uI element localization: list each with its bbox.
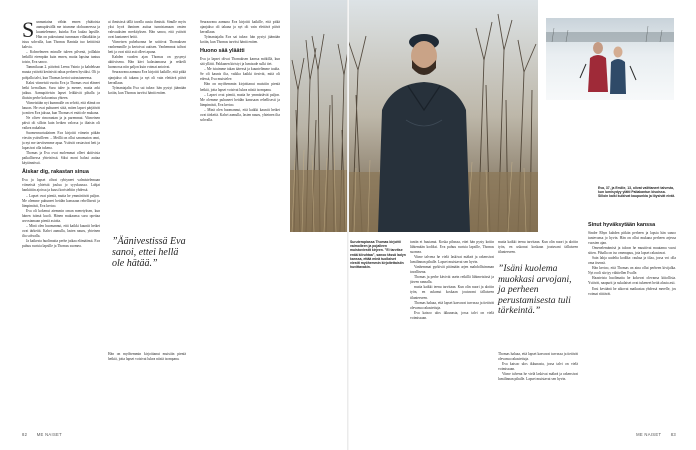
paragraph: Seuraavana aamuna Eva kirjoitti kaikille, että pitkä ajanjakso oli takana ja nyt oli vain elettävä päivä kerrallaan. xyxy=(200,20,280,35)
paragraph: tuntin ei huutanut. Koska pihassa, ettei hän pysty kotiin lähtemään kodiksi. Eva puhuu ruotsia lapsille, Thomas suomea. xyxy=(410,240,494,255)
paragraph: Eva katsoo ulos ikkunasta, jossa talvi on vielä voimissaan. xyxy=(498,362,578,372)
paragraph: Thomas ja perhe kävivät usein retkillä lähimetsässä ja järven rannalla. xyxy=(410,275,494,285)
paragraph: Ne oliver rimorantan ja ja paremmat. Viimeinen päivä oli silloin kuin hetken valossa ja iltaisin oli vaikea nukahtaa. xyxy=(22,115,100,130)
paragraph: – Minä olen huomannut, että kaikki kauniit hetket ovat tärkeitä. Kahvi aamulla, lasten nauru, yhteinen ilta sohvalla. xyxy=(22,223,100,238)
paragraph: Viimeistään nyt kummalle on selvää, että elämä on hauras. He ovat puhuneet siitä, miten lapset pärjäävät ja miten Eva jaksaa, kun Thomas ei enää ole mukana. xyxy=(22,100,100,115)
paragraph: Haasteista huolimatta he kokevat olevansa kiitollisia. Ystävät, naapurit ja sukulaiset ovat tukeneet heitä alusta asti. xyxy=(588,276,676,286)
paragraph: Kahden vuoden ajan Thomas on pysynyt aktiivisena. Hän kävi kalastamassa ja retkeili luonnossa niin paljon kuin voimat antoivat. xyxy=(108,55,186,70)
magazine-name: ME NAISET xyxy=(636,432,662,437)
paragraph: Viimeisen puheluonna he soittivat Thomaksen vanhemmille ja kertoivat uutisen. Vanhemmat tulivat heti ja ovat siitä asti olleet apuna. xyxy=(108,40,186,55)
paragraph: Hän kertoo, että Thomas on aina ollut perheen kivijalka. Nyt rooli siirtyy vähitellen Evalle. xyxy=(588,266,676,276)
paragraph: Viime talvena he vielä laskivat mäkeä ja rakensivat lumilinnan pihalle. Lapset muistavat sen hyvin. xyxy=(410,255,494,265)
paragraph: Omenelemämisä ja taloon he muuttivat muutama vuosi sitten. Pihalla on iso omenapuu, jota lapset rakastavat. xyxy=(588,246,676,256)
paragraph: – Kolmelmeen minulle tuleen pilvenä, joillakin hetkillä eteenpäin kuin ennen, mutta lapsina tuntuu toisin, Eva sanoo. xyxy=(22,50,100,65)
paragraph: Sain lahja uudelta kodilta: rauhaa ja tilaa, jossa voi olla oma itsensä. xyxy=(588,256,676,266)
page-number: 82 xyxy=(22,432,28,437)
paragraph: Thomas haluaa, että lapset kasvavat turvassa ja tietävät olevansa rakastettuja. xyxy=(498,352,578,362)
paragraph: unnuntaina vähän ennen yhtätoista aamupäivällä me istumme olohuoneessa ja kuuntelemme, kuinka Eva laulaa lapsille. Hän on pukeutunut tummaan villatakkiin ja istuu sohvalla, kun Thomas Rantala tuo keittiöstä kahvia. xyxy=(22,20,100,50)
paragraph: Suomenruotsalainen Eva kirjoitti viimein pitkän viestin ystävilleen: – Meillä on ollut sanomaton onni, ja nyt me tarvitsemme apua. Ystävät vastasivat heti ja lupasivat olla tukena. xyxy=(22,131,100,151)
paragraph: Työnantajalta Eva sai tukea: hän pystyi jäämään kotiin, kun Thomas tarvitsi häntä eniten. xyxy=(108,85,186,95)
page-number: 83 xyxy=(670,432,676,437)
paragraph: – Minä olen huomannut, että kaikki kauniit hetket ovat tärkeitä. Kahvi aamulla, lasten nauru, yhteinen ilta sohvalla. xyxy=(200,107,280,122)
pull-quote-right: ”Isäni kuolema muokkasi arvojani, ja perheen perustamisesta tuli tärkeintä.” xyxy=(498,263,572,317)
paragraph: Vanhemmat pyrkivät pitämään arjen mahdollisimman tavallisena. xyxy=(410,265,494,275)
paragraph: Ensi keväänä he aikovat matkustaa yhdessä merelle, jos voimat riittävät. xyxy=(588,286,676,296)
photo-caption: Suruterapiassa Thomas kirjoitti vaimolleen ja pojalleen muistoviestit kirjeen. ”Ei tarvitse enää kiiruhtaa”, sanoo tässä ladyn kanssa, ettää minä tuollaiset viestit myöhemmin kirjoitettaisiin huvittavakin. xyxy=(350,240,406,270)
folio-right xyxy=(636,432,676,437)
right-column-2-bottom xyxy=(498,352,578,428)
paragraph: Ja kaikesta huolimatta perhe jatkaa elämäänsä. Eva puhuu ruotsia lapsille ja Thomas suomea. xyxy=(22,238,100,248)
left-column-2-bottom xyxy=(108,352,186,428)
magazine-name: ME NAISET xyxy=(36,432,63,437)
paragraph: Kaksi viimeistä vuotta Eva ja Thomas ovat eläneet hetki kerrallaan. Suru tulee ja menee, mutta arki jatkuu. Aamupäivisin lapset leikkivät pihalla ja iltaisin perhe kokoontuu yhteen. xyxy=(22,80,100,100)
paragraph: Viime talvena he vielä laskivat mäkeä ja rakensivat lumilinnan pihalle. Lapset muistavat sen hyvin. xyxy=(498,372,578,382)
paragraph: mutta kaikki teenu tarvitaan. Kun olin nuori ja aloitin työn, en uskonut koskaan joutuvani tällaiseen tilanteeseen. xyxy=(410,285,494,300)
paragraph: Seuraavana aamuna Eva kirjoitti kaikille, että pitkä ajanjakso oli takana ja nyt oli vain elettävä päivä kerrallaan. xyxy=(108,70,186,85)
right-page xyxy=(348,0,696,450)
right-column-2-top xyxy=(498,240,578,262)
pull-quote: ”Äänivestissä Eva sanoi, ettei hellä ole hätää.” xyxy=(112,236,186,269)
main-photo-left-part xyxy=(290,0,348,232)
portrait-photo-icon xyxy=(348,0,538,232)
subheading: Sinut hyväksytään kanssa xyxy=(588,222,656,228)
folio-left xyxy=(22,432,62,437)
left-column-1 xyxy=(22,20,100,425)
paragraph: – Lapset ovat pieniä, mutta he ymmärtävät paljon. Me olemme puhuneet heidän kanssaan rehellisesti ja lämpimästi, Eva kertoo. xyxy=(22,193,100,208)
paragraph: Tammikuun 2. päivänä Leena Vainio ja kahdeksan muuta ystävää keräsivät rahaa perheen hyväksi. Oli jo pohjalla talvi, kun Thomas kertoi sairastuneensa. xyxy=(22,65,100,80)
paragraph: Hän on myöhemmin kirjoittanut muistiin pieniä hetkiä, jotta lapset voisivat lukea niistä isompana. xyxy=(200,82,280,92)
family-photo-caption: Eva, 37, ja Emilie, 13, olivat valittaneet talvesta, kun lumisydyy ylätti Paliakantun kisoissa. Silloin kaiki kulkivat kaupunkia ja löysivät eivät. xyxy=(598,186,675,199)
subheading: Huono sää yläätti xyxy=(200,48,245,55)
paragraph: Thomas ja Eva ovat molemmat olleet aktiivisia paikallisessa yhteisössä. Siksi moni halusi auttaa käytännössä. xyxy=(22,151,100,166)
paragraph: Hän on myöhemmin kirjoittanut muistiin pieniä hetkiä, jotta lapset voisivat lukea niistä isompana. xyxy=(108,352,186,362)
spread-gutter xyxy=(347,0,349,450)
portrait-photo-icon xyxy=(290,0,348,232)
dropcap: S xyxy=(22,20,35,42)
paragraph: Eva oli kokenut aiemmin oman menetyksen, kun hänen isänsä kuoli. Hänen mukaansa suru opettaa arvostamaan pieniä asioita. xyxy=(22,208,100,223)
paragraph: ai ihmisissä tällä tavalla uusia ihmisiä. Sinulle myös yksi hyvä ihminen auttaa tunnistamaan omien vahvuuksien merkityksen. Hän sanoo, että ystävät ovat kantaneet heitä. xyxy=(108,20,186,40)
subheading: Äiskar dig, rakastan sinua xyxy=(22,169,89,176)
paragraph: mutta kaikki teenu tarvitaan. Kun olin nuori ja aloitin työn, en uskonut koskaan joutuvani tällaiseen tilanteeseen. xyxy=(498,240,578,255)
family-photo xyxy=(546,18,674,100)
paragraph: Työnantajalta Eva sai tukea: hän pystyi jäämään kotiin, kun Thomas tarvitsi häntä eniten. xyxy=(200,35,280,45)
paragraph: – Me istuimme takan ääressä ja kuuntelimme tuulta. Se oli kaunis ilta, vaikka kaikki tiesivät, mitä oli edessä, Eva muistelee. xyxy=(200,67,280,82)
paragraph: Eva katsoo ulos ikkunasta, jossa talvi on vielä voimissaan. xyxy=(410,310,494,320)
paragraph: Sindre Rhyn kahden pitkän perheen ja lapsia hän sanoo tuntevansa jo hyvin. Hän on ollut mukana perheen arjessa vuosien ajan. xyxy=(588,231,676,246)
paragraph: Thomas haluaa, että lapset kasvavat turvassa ja tietävät olevansa rakastettuja. xyxy=(410,300,494,310)
family-photo-icon xyxy=(546,18,674,100)
paragraph: – Lapset ovat pieniä, mutta he ymmärtävät paljon. Me olemme puhuneet heidän kanssaan rehellisesti ja lämpimästi, Eva kertoo. xyxy=(200,92,280,107)
right-column-3 xyxy=(588,222,676,428)
main-photo xyxy=(348,0,538,232)
paragraph: Eva ja lapset olivat ryhtyneet valmistelemaan viimeistä yhteistä joulua jo syyskuussa. Lahjat hankittiin ajoissa ja kuusi koristeltiin yhdessä. xyxy=(22,178,100,193)
left-column-2-top xyxy=(108,20,186,206)
left-column-3 xyxy=(200,20,280,425)
right-column-1 xyxy=(410,240,494,428)
paragraph: Eva ja lapset olivat Thomaksen kanssa mökillä, kun sää yllätti. Pakkanen kiristyi ja lumisade sulki tiet. xyxy=(200,57,280,67)
